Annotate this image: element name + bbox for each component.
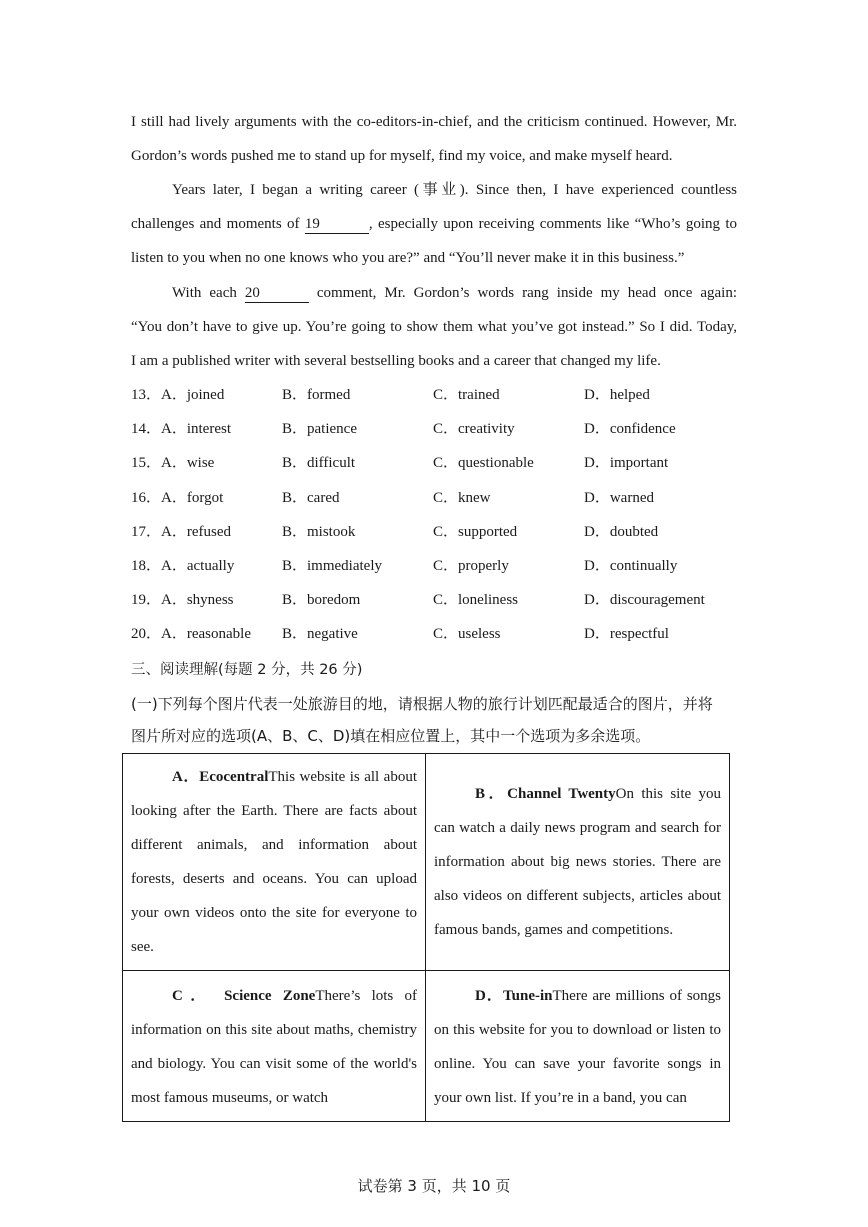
text-line: listen to you when no one knows who you are?” and “You’ll never make it in this business.” [131, 250, 685, 266]
option-b: B．boredom [282, 592, 361, 609]
option-b: B．patience [282, 421, 357, 438]
option-d: D．important [584, 455, 669, 472]
question-row [131, 414, 751, 448]
option-a: A．wise [161, 455, 215, 472]
text-line [131, 207, 737, 241]
text-fragment: With each [172, 285, 237, 301]
option-d: D．warned [584, 489, 654, 506]
blank-19: 19 [305, 215, 369, 234]
question-number: 20． [131, 626, 162, 643]
passage-paragraph-2 [131, 173, 737, 275]
option-c: C．trained [433, 387, 500, 403]
option-b: B．negative [282, 626, 358, 643]
text-line: “You don’t have to give up. You’re going to show them what you’ve got instead.” So I did. Today, [131, 319, 737, 335]
option-d: D．continually [584, 557, 678, 574]
option-a: A．interest [161, 421, 231, 438]
option-d: D．respectful [584, 626, 669, 643]
question-row [131, 380, 751, 414]
question-row [131, 448, 751, 482]
text-fragment: comment, Mr. Gordon’s words rang inside my head once again: [316, 285, 738, 301]
question-number: 15． [131, 455, 162, 472]
question-18 [131, 551, 234, 581]
question-row [131, 551, 751, 585]
option-b-text: On this site you can watch a daily news program and search for information about big news stories. There are also videos on different subjects, articles about famous bands, games and competitions. [434, 786, 721, 938]
option-a: A．refused [161, 523, 231, 540]
option-b: B．cared [282, 489, 340, 506]
option-b-heading: B．Channel Twenty [475, 786, 616, 802]
text-line: I am a published writer with several bestselling books and a career that changed my life. [131, 353, 661, 369]
option-b: B．formed [282, 387, 351, 403]
question-20 [131, 619, 251, 649]
option-c: C．useless [433, 626, 501, 643]
question-14 [131, 414, 231, 444]
page-footer: 试卷第 3 页，共 10 页 [357, 1177, 511, 1195]
question-17 [131, 517, 231, 547]
section-title: 三、阅读理解(每题 2 分，共 26 分) [131, 662, 363, 678]
passage-paragraph-3 [131, 276, 737, 378]
question-number: 17． [131, 523, 162, 540]
option-d-cell [426, 971, 730, 1122]
text-line: Gordon’s words pushed me to stand up for myself, find my voice, and make myself heard. [131, 148, 673, 164]
option-c: C．loneliness [433, 592, 518, 609]
text-line: (一)下列每个图片代表一处旅游目的地，请根据人物的旅行计划匹配最适合的图片，并将 [131, 695, 713, 713]
section-instruction [131, 688, 737, 752]
option-a: A．shyness [161, 592, 234, 609]
passage-paragraph-1 [131, 105, 737, 173]
question-number: 13． [131, 387, 162, 403]
option-c-text: There’s lots of information on this site about maths, chemistry and biology. You can visit some of the world's most famous museums, or watch [131, 988, 417, 1106]
option-a-heading: A．Ecocentral [172, 769, 269, 785]
question-number: 14． [131, 421, 162, 438]
question-row [131, 483, 751, 517]
blank-20: 20 [245, 284, 309, 303]
option-a: A．actually [161, 557, 235, 574]
option-d: D．discouragement [584, 592, 705, 609]
option-b: B．difficult [282, 455, 356, 472]
option-d: D．doubted [584, 523, 659, 540]
website-options-table [122, 753, 730, 1122]
question-number: 16． [131, 489, 162, 506]
question-options [131, 380, 751, 654]
option-c: C．questionable [433, 455, 534, 472]
question-13 [131, 380, 224, 410]
question-16 [131, 483, 223, 513]
question-15 [131, 448, 214, 478]
text-line [131, 276, 737, 310]
option-a-cell [123, 754, 426, 971]
text-line: Years later, I began a writing career (事业). Since then, I have experienced countless [172, 182, 737, 198]
option-d-text: There are millions of songs on this website for you to download or listen to online. You can save your favorite songs in your own list. If you’re in a band, you can [434, 988, 721, 1106]
option-a: A．forgot [161, 489, 224, 506]
question-row [131, 517, 751, 551]
option-c-heading: C． Science Zone [172, 988, 316, 1004]
question-19 [131, 585, 234, 615]
option-c-cell [123, 971, 426, 1122]
question-number: 19． [131, 592, 162, 609]
option-b: B．mistook [282, 523, 356, 540]
text-line: I still had lively arguments with the co-editors-in-chief, and the criticism continued. However, Mr. [131, 114, 737, 130]
question-number: 18． [131, 557, 162, 574]
option-b: B．immediately [282, 557, 382, 574]
option-a: A．joined [161, 387, 225, 403]
option-b-cell [426, 754, 730, 971]
option-d-heading: D．Tune-in [475, 988, 553, 1004]
question-row [131, 585, 751, 619]
text-line: 图片所对应的选项(A、B、C、D)填在相应位置上，其中一个选项为多余选项。 [131, 727, 651, 745]
option-d: D．confidence [584, 421, 676, 438]
option-c: C．supported [433, 523, 518, 540]
option-c: C．knew [433, 489, 491, 506]
text-fragment: challenges and moments of [131, 216, 300, 232]
option-c: C．properly [433, 557, 509, 574]
option-a-text: This website is all about looking after the Earth. There are facts about different animals, and information about forests, deserts and oceans. You can upload your own videos onto the site for everyone to see. [131, 769, 417, 955]
question-row [131, 619, 751, 653]
option-d: D．helped [584, 387, 650, 403]
text-fragment: , especially upon receiving comments like “Who’s going to [368, 216, 738, 232]
option-c: C．creativity [433, 421, 515, 438]
option-a: A．reasonable [161, 626, 251, 643]
